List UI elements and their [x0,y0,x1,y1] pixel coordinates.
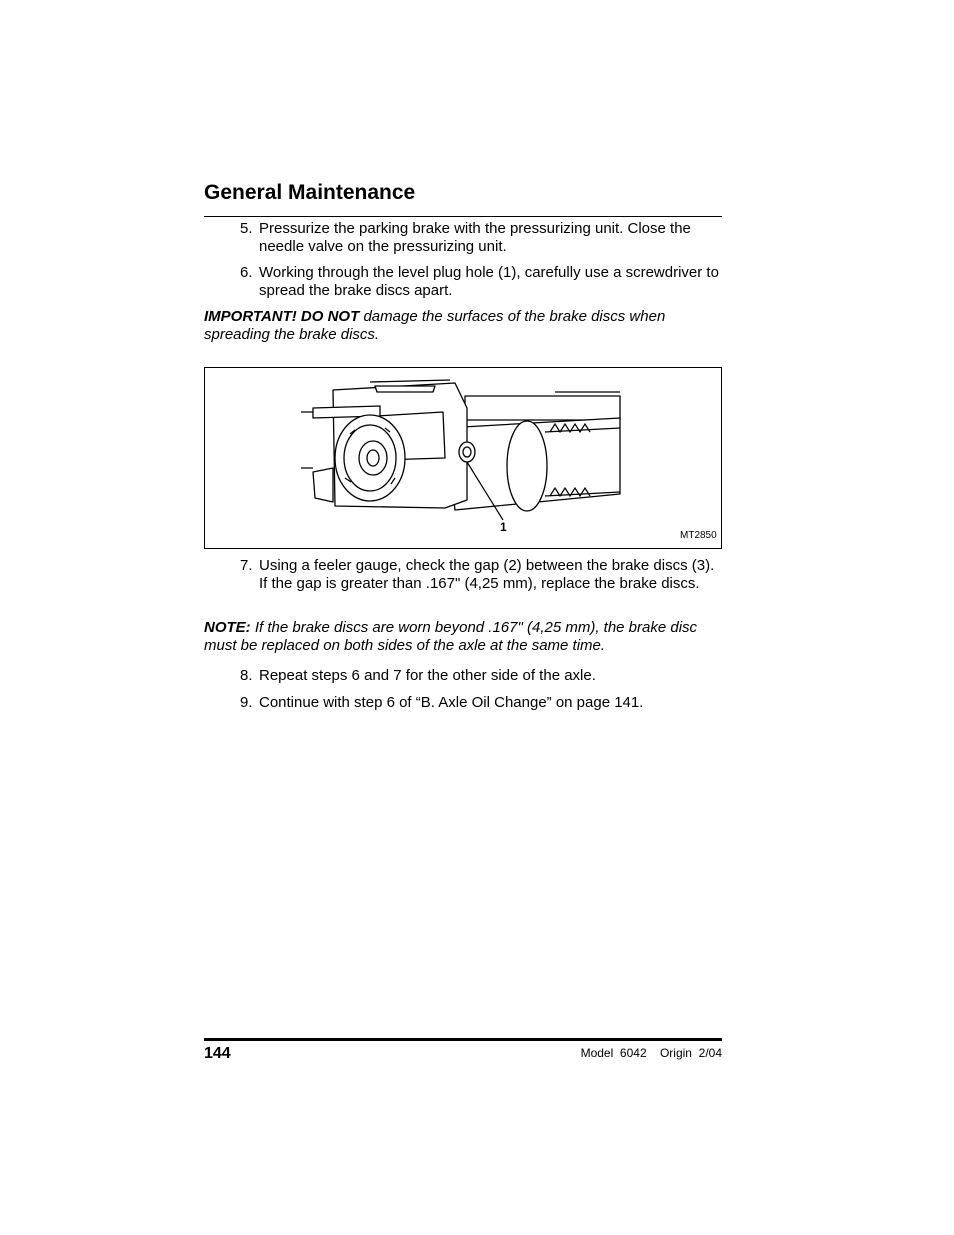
step-8 [240,667,722,685]
note-notice [204,619,724,654]
footer-divider [204,1038,722,1041]
step-5 [240,220,722,255]
brake-figure [204,367,722,549]
brake-assembly-illustration [205,368,721,548]
step-text: Pressurize the parking brake with the pressurizing unit. Close the needle valve on the pressurizing unit. [259,220,691,255]
important-text: damage the surfaces of the brake discs when spreading the brake discs. [204,308,666,343]
page-title: General Maintenance [204,181,416,204]
step-text: Repeat steps 6 and 7 for the other side of the axle. [259,667,596,684]
footer-model-origin: Model 6042 Origin 2/04 [580,1046,722,1060]
note-text: If the brake discs are worn beyond .167" (4,25 mm), the brake disc must be replaced on both sides of the axle at the same time. [204,619,698,654]
figure-callout-1: 1 [500,520,507,534]
step-number: 6. [240,264,253,281]
step-number: 5. [240,220,253,237]
step-number: 9. [240,694,253,711]
step-text: Continue with step 6 of “B. Axle Oil Change” on page 141. [259,694,644,711]
important-label: IMPORTANT! DO NOT [204,308,360,325]
figure-code: MT2850 [680,530,717,541]
step-text: Working through the level plug hole (1), carefully use a screwdriver to spread the brake discs apart. [259,264,719,299]
step-text: Using a feeler gauge, check the gap (2) between the brake discs (3). If the gap is greater than .167" (4,25 mm), replace the brake discs. [259,557,715,592]
title-divider [204,216,722,217]
page-number: 144 [204,1045,231,1062]
step-6 [240,264,722,299]
important-notice [204,308,724,343]
step-number: 7. [240,557,253,574]
note-label: NOTE: [204,619,251,636]
step-number: 8. [240,667,253,684]
step-9 [240,694,722,712]
step-7 [240,557,722,592]
